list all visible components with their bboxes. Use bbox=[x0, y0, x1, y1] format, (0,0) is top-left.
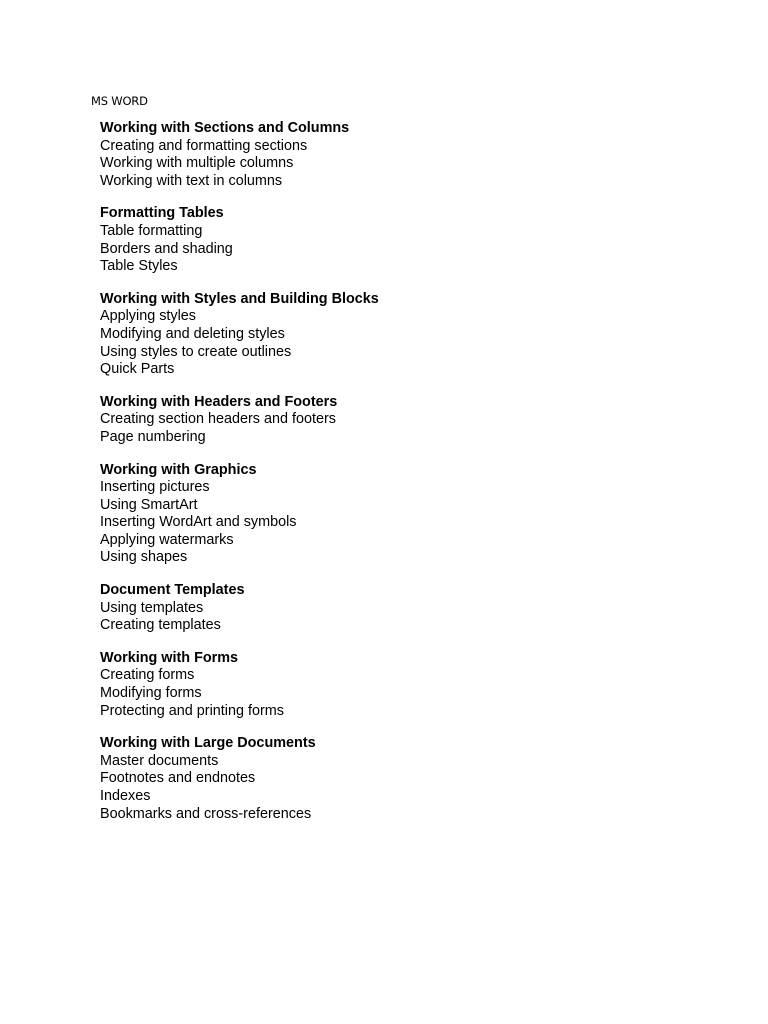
section-graphics bbox=[100, 462, 700, 568]
section-item: Quick Parts bbox=[100, 361, 175, 378]
section-item: Applying styles bbox=[100, 308, 196, 325]
section-item: Creating forms bbox=[100, 667, 195, 684]
section-title: Working with Sections and Columns bbox=[100, 120, 350, 136]
section-item: Using templates bbox=[100, 599, 204, 616]
section-item: Applying watermarks bbox=[100, 531, 234, 548]
section-title: Working with Forms bbox=[100, 649, 239, 666]
section-item: Modifying forms bbox=[100, 685, 202, 702]
section-item: Master documents bbox=[100, 752, 219, 769]
section-item: Creating templates bbox=[100, 617, 221, 634]
section-item: Working with multiple columns bbox=[100, 155, 294, 172]
section-sections-and-columns bbox=[100, 120, 700, 190]
section-item: Protecting and printing forms bbox=[100, 702, 284, 719]
section-item: Inserting pictures bbox=[100, 479, 210, 496]
section-title: Working with Graphics bbox=[100, 461, 257, 478]
course-outline bbox=[100, 120, 700, 838]
section-title: Working with Headers and Footers bbox=[100, 393, 338, 410]
section-items bbox=[100, 411, 700, 446]
section-item: Indexes bbox=[100, 788, 151, 804]
section-item: Modifying and deleting styles bbox=[100, 325, 285, 342]
section-large-documents bbox=[100, 735, 700, 823]
section-items bbox=[100, 308, 700, 378]
section-title: Working with Styles and Building Blocks bbox=[100, 290, 379, 307]
section-items bbox=[100, 479, 700, 567]
section-item: Creating section headers and footers bbox=[100, 411, 336, 428]
section-item: Using shapes bbox=[100, 549, 188, 566]
section-item: Table formatting bbox=[100, 222, 203, 239]
section-item: Table Styles bbox=[100, 258, 178, 275]
section-items bbox=[100, 223, 700, 276]
section-title: Working with Large Documents bbox=[100, 735, 316, 752]
section-items bbox=[100, 138, 700, 191]
section-item: Working with text in columns bbox=[100, 172, 283, 189]
document-header: MS WORD bbox=[91, 94, 148, 108]
section-item: Page numbering bbox=[100, 428, 206, 445]
section-item: Creating and formatting sections bbox=[100, 137, 308, 154]
section-title: Formatting Tables bbox=[100, 205, 224, 222]
section-item: Borders and shading bbox=[100, 240, 233, 257]
section-item: Using SmartArt bbox=[100, 496, 198, 513]
section-item: Bookmarks and cross-references bbox=[100, 805, 312, 822]
section-forms bbox=[100, 650, 700, 720]
section-item: Inserting WordArt and symbols bbox=[100, 514, 297, 531]
section-items bbox=[100, 753, 700, 823]
section-items bbox=[100, 600, 700, 635]
section-document-templates bbox=[100, 582, 700, 635]
section-styles-and-building-blocks bbox=[100, 291, 700, 379]
section-item: Using styles to create outlines bbox=[100, 343, 292, 360]
section-formatting-tables bbox=[100, 205, 700, 275]
section-title: Document Templates bbox=[100, 582, 245, 599]
section-item: Footnotes and endnotes bbox=[100, 770, 256, 787]
section-items bbox=[100, 667, 700, 720]
section-headers-and-footers bbox=[100, 394, 700, 447]
